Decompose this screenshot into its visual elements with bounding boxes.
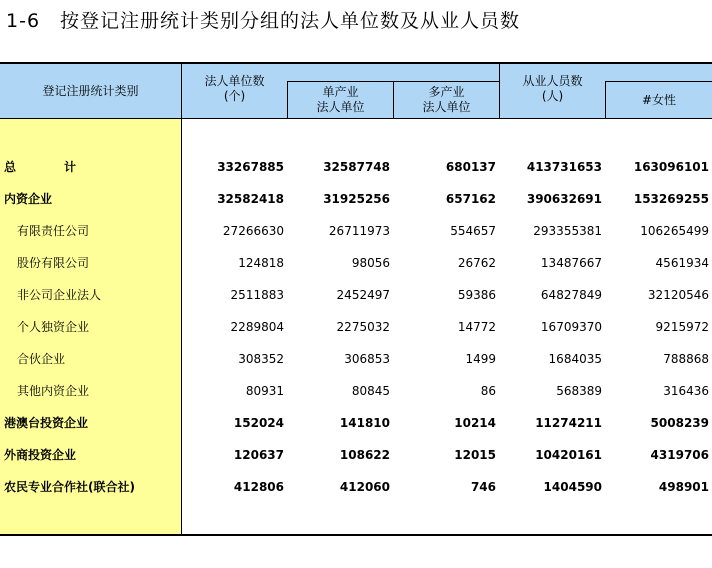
row-value: 1404590 bbox=[543, 480, 602, 494]
row-value: 568389 bbox=[556, 384, 602, 398]
table-bottom-border bbox=[0, 534, 712, 536]
row-value: 32120546 bbox=[647, 288, 709, 302]
row-value: 32587748 bbox=[323, 160, 390, 174]
row-value: 11274211 bbox=[535, 416, 602, 430]
row-value: 1499 bbox=[465, 352, 496, 366]
row-value: 16709370 bbox=[540, 320, 602, 334]
header-multi-industry: 多产业 法人单位 bbox=[422, 85, 471, 114]
row-value: 10214 bbox=[454, 416, 496, 430]
header-single-industry: 单产业 法人单位 bbox=[316, 85, 365, 114]
table-row bbox=[0, 471, 712, 503]
row-value: 5008239 bbox=[650, 416, 709, 430]
row-value: 412806 bbox=[233, 480, 284, 494]
row-value: 12015 bbox=[454, 448, 496, 462]
row-value: 141810 bbox=[339, 416, 390, 430]
row-value: 9215972 bbox=[655, 320, 709, 334]
table-row bbox=[0, 279, 712, 311]
row-value: 2275032 bbox=[336, 320, 390, 334]
table-row bbox=[0, 311, 712, 343]
row-value: 106265499 bbox=[640, 224, 709, 238]
header-employees: 从业人员数 (人) bbox=[522, 74, 583, 103]
row-value: 124818 bbox=[238, 256, 284, 270]
row-value: 657162 bbox=[445, 192, 496, 206]
row-value: 27266630 bbox=[222, 224, 284, 238]
table-row bbox=[0, 247, 712, 279]
row-label: 其他内资企业 bbox=[17, 384, 90, 398]
row-value: 59386 bbox=[457, 288, 496, 302]
row-value: 26762 bbox=[457, 256, 496, 270]
row-value: 413731653 bbox=[526, 160, 602, 174]
row-value: 80845 bbox=[351, 384, 390, 398]
table-row bbox=[0, 343, 712, 375]
header-legal-units: 法人单位数 (个) bbox=[204, 74, 265, 103]
row-value: 152024 bbox=[233, 416, 284, 430]
row-value: 10420161 bbox=[535, 448, 602, 462]
row-value: 412060 bbox=[339, 480, 390, 494]
header-subline bbox=[605, 81, 712, 82]
row-value: 554657 bbox=[450, 224, 496, 238]
table-row bbox=[0, 151, 712, 183]
row-value: 746 bbox=[470, 480, 496, 494]
row-value: 1684035 bbox=[548, 352, 602, 366]
header-subline bbox=[287, 81, 499, 82]
row-value: 14772 bbox=[457, 320, 496, 334]
row-value: 788868 bbox=[663, 352, 709, 366]
row-value: 153269255 bbox=[633, 192, 709, 206]
row-value: 498901 bbox=[658, 480, 709, 494]
row-value: 4561934 bbox=[655, 256, 709, 270]
row-value: 2452497 bbox=[336, 288, 390, 302]
row-value: 98056 bbox=[351, 256, 390, 270]
row-value: 390632691 bbox=[526, 192, 602, 206]
row-label: 有限责任公司 bbox=[17, 224, 90, 238]
row-value: 316436 bbox=[663, 384, 709, 398]
row-label: 个人独资企业 bbox=[17, 320, 90, 334]
row-label: 外商投资企业 bbox=[4, 448, 77, 462]
row-value: 163096101 bbox=[633, 160, 709, 174]
header-female: #女性 bbox=[641, 92, 677, 107]
row-label: 总 计 bbox=[4, 160, 95, 174]
table-row bbox=[0, 183, 712, 215]
row-value: 308352 bbox=[238, 352, 284, 366]
row-value: 2511883 bbox=[230, 288, 284, 302]
table-row bbox=[0, 407, 712, 439]
row-value: 306853 bbox=[344, 352, 390, 366]
row-value: 120637 bbox=[233, 448, 284, 462]
table-row bbox=[0, 215, 712, 247]
row-label: 股份有限公司 bbox=[17, 256, 90, 270]
row-value: 26711973 bbox=[328, 224, 390, 238]
row-label: 非公司企业法人 bbox=[17, 288, 102, 302]
row-value: 31925256 bbox=[323, 192, 390, 206]
table-row bbox=[0, 375, 712, 407]
data-table bbox=[0, 62, 712, 536]
row-value: 680137 bbox=[445, 160, 496, 174]
row-label: 农民专业合作社(联合社) bbox=[4, 480, 135, 494]
table-row bbox=[0, 439, 712, 471]
row-value: 2289804 bbox=[230, 320, 284, 334]
header-category: 登记注册统计类别 bbox=[42, 83, 139, 98]
row-label: 港澳台投资企业 bbox=[4, 416, 89, 430]
row-value: 33267885 bbox=[217, 160, 284, 174]
row-label: 合伙企业 bbox=[17, 352, 66, 366]
row-label: 内资企业 bbox=[4, 192, 53, 206]
row-value: 64827849 bbox=[540, 288, 602, 302]
row-value: 13487667 bbox=[540, 256, 602, 270]
row-value: 108622 bbox=[339, 448, 390, 462]
row-value: 4319706 bbox=[650, 448, 709, 462]
row-value: 32582418 bbox=[217, 192, 284, 206]
row-value: 80931 bbox=[245, 384, 284, 398]
page-title: 1-6 按登记注册统计类别分组的法人单位数及从业人员数 bbox=[6, 10, 521, 32]
row-value: 86 bbox=[480, 384, 496, 398]
row-value: 293355381 bbox=[533, 224, 602, 238]
